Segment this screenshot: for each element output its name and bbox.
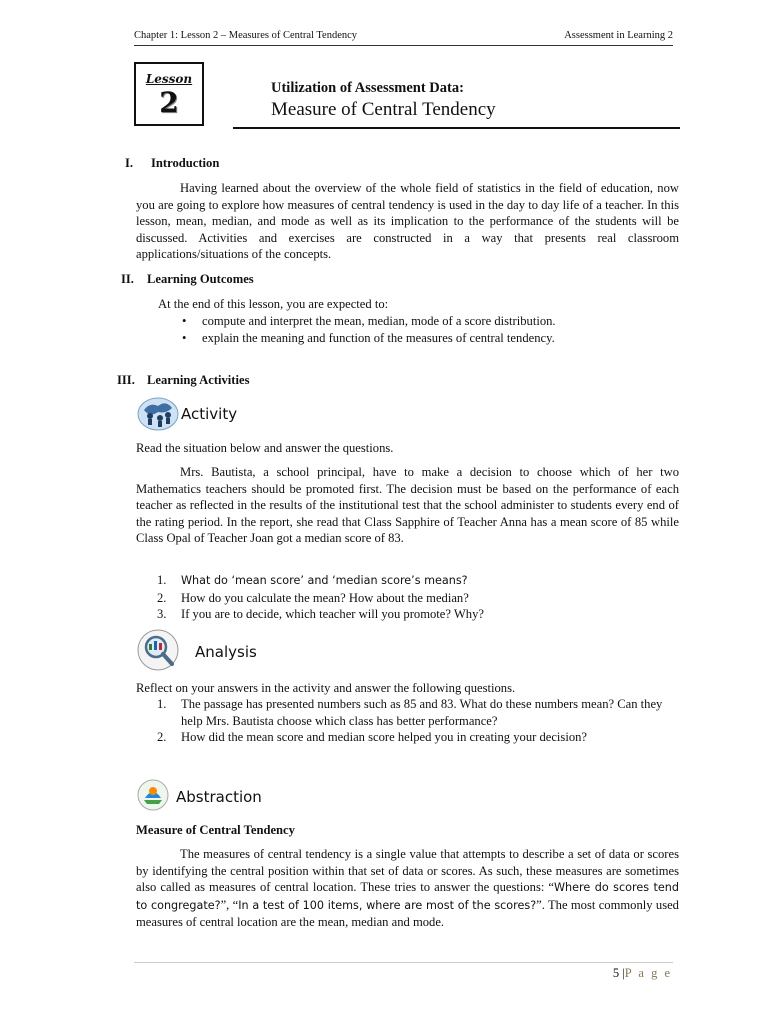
- item-number: 1.: [157, 573, 167, 587]
- list-item: [157, 606, 677, 623]
- page-number: 5: [612, 966, 620, 980]
- abstraction-paragraph: [136, 846, 679, 931]
- paragraph-text: The measures of central tendency is a single value that attempts to describe a set of data or scores by identifying the central position within that set of data or scores. As such, these measures are sometimes also called as measures of central location. These tries to answer the questions: “: [136, 847, 679, 895]
- header-chapter: Chapter 1: Lesson 2 – Measures of Central Tendency: [134, 30, 358, 41]
- section-number: III.: [117, 373, 135, 387]
- magnifier-icon: [136, 628, 184, 672]
- quoted-question: In a test of 100 items, where are most of the scores?: [238, 898, 537, 912]
- quoted-question: Where do scores tend to congregate?: [136, 881, 679, 912]
- activity-questions: [157, 572, 677, 623]
- abstraction-icon: [136, 778, 172, 812]
- lesson-title-line2: Measure of Central Tendency: [271, 99, 496, 120]
- footer-divider: [134, 962, 673, 963]
- paragraph-text: ”, “: [220, 897, 239, 912]
- section-title: Learning Outcomes: [147, 272, 254, 286]
- activity-story: Mrs. Bautista, a school principal, have to make a decision to choose which of her two Mathematics teachers should be promoted first. The decision must be based on the performance of each teacher as reflected in the results of the institutional test that the school administer to students every end of the rating period. In the report, she read that Class Sapphire of Teacher Anna has a mean score of 85 while Class Opal of Teacher Joan got a median score of 83.: [136, 465, 679, 546]
- lesson-title-line1: Utilization of Assessment Data:: [271, 80, 464, 96]
- lesson-badge-number: 2: [159, 86, 179, 119]
- analysis-questions: [157, 696, 679, 746]
- section-title: Introduction: [151, 156, 220, 170]
- section-introduction-heading: [125, 156, 219, 171]
- header-course: Assessment in Learning 2: [564, 30, 673, 41]
- analysis-label: Analysis: [195, 643, 257, 661]
- item-number: 1.: [157, 697, 167, 711]
- running-header: [134, 30, 673, 46]
- analysis-instruction: Reflect on your answers in the activity and answer the following questions.: [136, 681, 516, 695]
- section-number: II.: [121, 272, 134, 286]
- item-text: How do you calculate the mean? How about the median?: [181, 590, 469, 605]
- list-item: • compute and interpret the mean, median, mode of a score distribution.: [180, 313, 680, 330]
- outcomes-list: [180, 313, 680, 347]
- introduction-paragraph: Having learned about the overview of the whole field of statistics in the field of education, now you are going to explore how measures of central tendency is used in the day to day life of a teacher. In this lesson, mean, median, and mode as well as its implication to the performance of the students will be discussed. Activities and exercises are constructed in a way that presents real classroom applications/situations of the concepts.: [136, 181, 679, 262]
- item-text: What do ‘mean score’ and ‘median score’s means?: [181, 574, 468, 587]
- item-text: How did the mean score and median score helped you in creating your decision?: [181, 730, 588, 745]
- section-number: I.: [125, 156, 134, 170]
- lesson-badge: [134, 62, 204, 126]
- lesson-badge-word: Lesson: [145, 72, 193, 86]
- item-number: 2.: [157, 730, 167, 745]
- page-footer: [613, 966, 672, 981]
- title-underline: [233, 127, 680, 129]
- section-outcomes-heading: [121, 272, 254, 287]
- outcomes-lead: At the end of this lesson, you are expected to:: [158, 297, 389, 311]
- activity-label: Activity: [181, 405, 238, 423]
- paragraph-text: ”. The most commonly used measures of central location are the mean, median and mode.: [136, 897, 679, 930]
- list-item: • explain the meaning and function of the measures of central tendency.: [180, 330, 680, 347]
- section-title: Learning Activities: [147, 373, 250, 387]
- globe-people-icon: [136, 396, 182, 436]
- list-item: [157, 729, 679, 746]
- list-item: [157, 696, 679, 729]
- item-text: The passage has presented numbers such as 85 and 83. What do these numbers mean? Can they help Mrs. Bautista choose which class has better performance?: [181, 697, 663, 728]
- abstraction-label: Abstraction: [176, 788, 262, 806]
- list-item: [157, 572, 677, 590]
- item-number: 2.: [157, 590, 167, 605]
- abstraction-subheading: Measure of Central Tendency: [136, 823, 295, 837]
- page-word: P a g e: [624, 966, 672, 980]
- item-text: If you are to decide, which teacher will you promote? Why?: [181, 607, 484, 622]
- page-separator: |: [622, 966, 625, 980]
- activity-instruction: Read the situation below and answer the questions.: [136, 441, 394, 455]
- list-item: [157, 590, 677, 607]
- item-number: 3.: [157, 607, 167, 622]
- section-activities-heading: [117, 373, 250, 388]
